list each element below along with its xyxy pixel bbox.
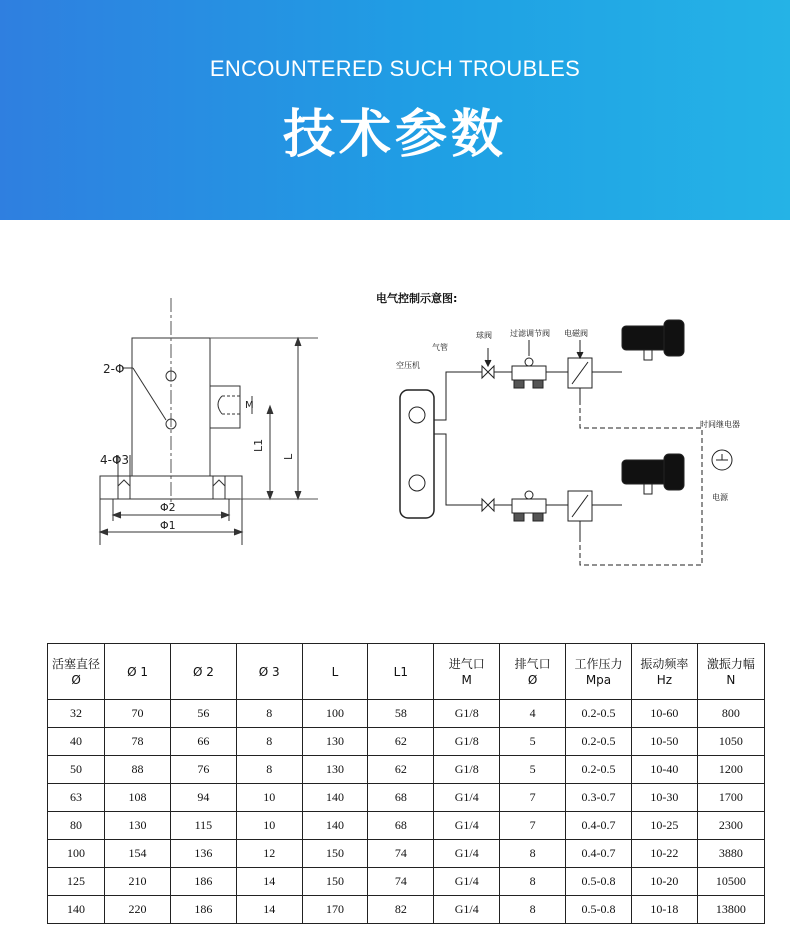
filter-regulator-upper: [512, 358, 546, 388]
table-cell: 10-25: [632, 812, 698, 840]
table-cell: 0.5-0.8: [565, 868, 631, 896]
table-cell: 5: [500, 728, 566, 756]
vibrator-upper: [622, 320, 684, 360]
table-cell: 8: [236, 700, 302, 728]
column-header: [302, 644, 368, 700]
label-port-m: M: [245, 400, 254, 411]
table-cell: 82: [368, 896, 434, 924]
table-cell: G1/4: [434, 812, 500, 840]
table-cell: 10-20: [632, 868, 698, 896]
table-cell: 170: [302, 896, 368, 924]
table-row: [48, 840, 765, 868]
table-cell: G1/8: [434, 700, 500, 728]
table-cell: 0.2-0.5: [565, 728, 631, 756]
label-l1: L1: [252, 438, 265, 452]
table-cell: 10-40: [632, 756, 698, 784]
compressor: [400, 390, 434, 518]
table-cell: 800: [697, 700, 764, 728]
table-cell: 66: [170, 728, 236, 756]
column-header: [170, 644, 236, 700]
table-cell: 10-50: [632, 728, 698, 756]
table-cell: 130: [105, 812, 171, 840]
column-header: [632, 644, 698, 700]
column-header-line: N: [726, 672, 736, 687]
label-holes-2: 2-Φ: [103, 362, 125, 376]
table-cell: 50: [48, 756, 105, 784]
table-cell: 115: [170, 812, 236, 840]
table-cell: 0.5-0.8: [565, 896, 631, 924]
table-cell: 74: [368, 868, 434, 896]
spec-table-header: [48, 644, 765, 700]
table-cell: 8: [500, 896, 566, 924]
table-cell: 68: [368, 812, 434, 840]
table-cell: G1/8: [434, 756, 500, 784]
table-cell: 32: [48, 700, 105, 728]
column-header: [368, 644, 434, 700]
table-cell: 136: [170, 840, 236, 868]
column-header: [565, 644, 631, 700]
column-header-line: Ø 2: [192, 664, 214, 679]
table-row: [48, 812, 765, 840]
table-cell: 8: [500, 840, 566, 868]
table-cell: 68: [368, 784, 434, 812]
column-header-line: 工作压力: [574, 656, 623, 671]
table-cell: 186: [170, 868, 236, 896]
table-cell: 10: [236, 784, 302, 812]
table-cell: 10-30: [632, 784, 698, 812]
label-solenoid-valve: 电磁阀: [564, 329, 588, 338]
table-cell: 150: [302, 840, 368, 868]
table-cell: 14: [236, 868, 302, 896]
column-header-line: 振动频率: [640, 656, 689, 671]
table-cell: 76: [170, 756, 236, 784]
table-cell: 3880: [697, 840, 764, 868]
table-cell: 108: [105, 784, 171, 812]
table-cell: 10: [236, 812, 302, 840]
spec-table: [47, 643, 765, 924]
label-l: L: [282, 453, 295, 460]
table-cell: 130: [302, 728, 368, 756]
table-cell: 140: [48, 896, 105, 924]
table-cell: 0.4-0.7: [565, 840, 631, 868]
table-cell: 8: [500, 868, 566, 896]
table-row: [48, 700, 765, 728]
table-cell: 7: [500, 784, 566, 812]
table-cell: 94: [170, 784, 236, 812]
table-cell: 88: [105, 756, 171, 784]
table-cell: 154: [105, 840, 171, 868]
table-cell: 220: [105, 896, 171, 924]
column-header-line: 排气口: [514, 656, 551, 671]
column-header-line: 激振力幅: [706, 656, 755, 671]
solenoid-valve-lower: [568, 491, 592, 540]
table-cell: G1/4: [434, 840, 500, 868]
table-row: [48, 756, 765, 784]
technical-drawings: [0, 230, 790, 630]
table-cell: G1/4: [434, 868, 500, 896]
table-cell: 5: [500, 756, 566, 784]
table-cell: 10-60: [632, 700, 698, 728]
column-header-line: Ø 1: [127, 664, 148, 679]
table-cell: 74: [368, 840, 434, 868]
table-cell: 10500: [697, 868, 764, 896]
table-cell: 10-22: [632, 840, 698, 868]
diagram-title: 电气控制示意图:: [376, 292, 458, 305]
label-power: 电源: [712, 493, 728, 502]
table-cell: 100: [48, 840, 105, 868]
label-time-relay: 时间继电器: [700, 420, 740, 429]
vibrator-lower: [622, 454, 684, 494]
label-compressor: 空压机: [396, 361, 420, 370]
label-phi2: Φ2: [160, 501, 176, 514]
table-cell: 1050: [697, 728, 764, 756]
column-header-line: M: [461, 672, 472, 687]
label-ball-valve: 球阀: [476, 331, 492, 340]
table-cell: 7: [500, 812, 566, 840]
column-header-line: Hz: [656, 672, 673, 687]
column-header: [434, 644, 500, 700]
table-cell: 10-18: [632, 896, 698, 924]
table-cell: G1/4: [434, 784, 500, 812]
column-header-line: Ø: [527, 672, 538, 687]
column-header: [236, 644, 302, 700]
table-row: [48, 784, 765, 812]
table-cell: 56: [170, 700, 236, 728]
table-row: [48, 896, 765, 924]
label-phi1: Φ1: [160, 519, 176, 532]
label-air-pipe: 气管: [432, 343, 448, 352]
table-cell: 186: [170, 896, 236, 924]
table-cell: 13800: [697, 896, 764, 924]
table-cell: 1200: [697, 756, 764, 784]
filter-regulator-lower: [512, 491, 546, 521]
column-header-line: L: [331, 664, 339, 679]
label-holes-4: 4-Φ3: [100, 453, 130, 467]
table-cell: 80: [48, 812, 105, 840]
table-cell: G1/8: [434, 728, 500, 756]
table-cell: 62: [368, 756, 434, 784]
table-cell: 0.3-0.7: [565, 784, 631, 812]
column-header-line: Ø 3: [258, 664, 280, 679]
table-cell: 0.2-0.5: [565, 700, 631, 728]
table-cell: 0.2-0.5: [565, 756, 631, 784]
column-header: [697, 644, 764, 700]
banner-title: 技术参数: [282, 105, 507, 165]
table-cell: 4: [500, 700, 566, 728]
table-cell: 78: [105, 728, 171, 756]
table-cell: 40: [48, 728, 105, 756]
table-cell: 12: [236, 840, 302, 868]
column-header-line: 活塞直径: [52, 656, 101, 671]
table-row: [48, 728, 765, 756]
column-header: [105, 644, 171, 700]
table-cell: 140: [302, 812, 368, 840]
table-cell: 1700: [697, 784, 764, 812]
column-header: [48, 644, 105, 700]
table-cell: 130: [302, 756, 368, 784]
control-diagram: [376, 291, 740, 565]
label-filter-regulator: 过滤调节阀: [510, 329, 550, 338]
table-cell: 8: [236, 728, 302, 756]
table-cell: G1/4: [434, 896, 500, 924]
table-row: [48, 868, 765, 896]
table-cell: 8: [236, 756, 302, 784]
air-port: [210, 386, 240, 428]
column-header: [500, 644, 566, 700]
header-banner: [0, 0, 790, 220]
table-cell: 58: [368, 700, 434, 728]
ball-valve-upper: [482, 366, 494, 378]
table-cell: 14: [236, 896, 302, 924]
dimension-drawing: [100, 298, 318, 545]
column-header-line: 进气口: [448, 656, 485, 671]
banner-subtitle: ENCOUNTERED SUCH TROUBLES: [209, 56, 581, 81]
column-header-line: Ø: [71, 672, 81, 687]
table-cell: 150: [302, 868, 368, 896]
table-cell: 125: [48, 868, 105, 896]
table-cell: 70: [105, 700, 171, 728]
table-cell: 62: [368, 728, 434, 756]
ball-valve-lower: [482, 499, 494, 511]
column-header-line: Mpa: [585, 672, 612, 687]
table-cell: 2300: [697, 812, 764, 840]
table-cell: 140: [302, 784, 368, 812]
table-cell: 63: [48, 784, 105, 812]
table-cell: 0.4-0.7: [565, 812, 631, 840]
table-cell: 100: [302, 700, 368, 728]
solenoid-valve-upper: [568, 340, 592, 400]
column-header-line: L1: [393, 664, 408, 679]
table-cell: 210: [105, 868, 171, 896]
